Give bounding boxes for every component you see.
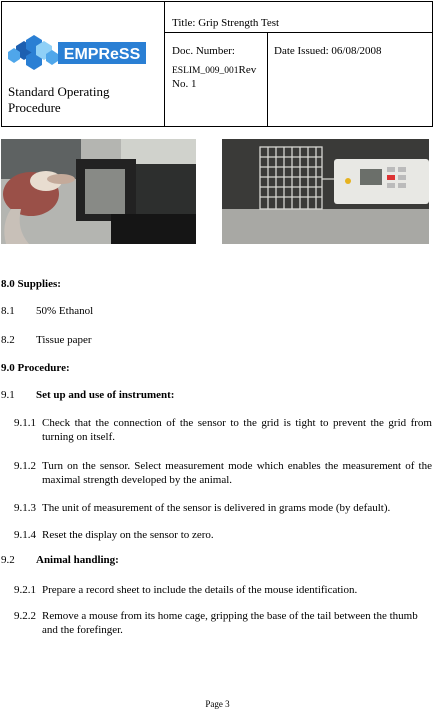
subsection-heading: Set up and use of instrument: (36, 389, 175, 401)
logo-text: EMPReSS (63, 46, 141, 63)
list-item-number: 9.1.1 (14, 417, 36, 429)
supply-item-text: Tissue paper (36, 334, 92, 346)
list-item (14, 416, 432, 444)
subsection-number: 9.1 (1, 389, 15, 401)
list-item (14, 583, 432, 597)
supply-item-number: 8.1 (1, 305, 15, 317)
doc-number-label: Doc. Number: (172, 45, 235, 57)
doc-number-value: ESLIM_009_001 (172, 66, 239, 76)
doc-number-no: No. 1 (172, 78, 197, 90)
date-cell (268, 33, 432, 126)
grip-strength-meter-photo (222, 139, 429, 244)
mouse-handling-photo (1, 139, 196, 244)
list-item-text: Prepare a record sheet to include the details of the mouse identification. (42, 584, 358, 596)
document-header (1, 1, 433, 127)
list-item-number: 9.1.3 (14, 502, 36, 514)
document-title: Title: Grip Strength Test (172, 17, 280, 29)
list-item-text: Turn on the sensor. Select measurement mode which enables the measurement of the maximal strength developed by the animal. (42, 460, 432, 486)
subsection-number: 9.2 (1, 554, 15, 566)
logo-hexagon-cluster-icon (8, 35, 58, 70)
list-item-text: The unit of measurement of the sensor is delivered in grams mode (by default). (42, 502, 391, 514)
list-item (14, 609, 432, 637)
list-item (14, 528, 432, 542)
supplies-heading: 8.0 Supplies: (1, 278, 61, 290)
list-item-number: 9.2.1 (14, 584, 36, 596)
list-item-number: 9.1.2 (14, 460, 36, 472)
doc-number-rev: Rev (238, 64, 257, 76)
header-logo-cell (2, 2, 165, 126)
list-item (14, 459, 432, 487)
date-issued: Date Issued: 06/08/2008 (274, 45, 382, 57)
supply-item-number: 8.2 (1, 334, 15, 346)
supply-item-text: 50% Ethanol (36, 305, 94, 317)
list-item-text: Check that the connection of the sensor to the grid is tight to prevent the grid from turning on itself. (42, 417, 432, 443)
list-item-number: 9.2.2 (14, 610, 36, 622)
subsection-heading: Animal handling: (36, 554, 119, 566)
list-item-number: 9.1.4 (14, 529, 36, 541)
procedure-label: Standard Operating Procedure (8, 84, 110, 115)
doc-number-cell (165, 33, 268, 126)
page-number: Page 3 (205, 699, 230, 709)
empress-logo (8, 32, 148, 74)
list-item-text: Remove a mouse from its home cage, gripping the base of the tail between the thumb and the forefinger. (42, 610, 418, 636)
list-item-text: Reset the display on the sensor to zero. (42, 529, 214, 541)
list-item (14, 501, 432, 515)
procedure-heading: 9.0 Procedure: (1, 362, 70, 374)
title-cell (165, 2, 432, 33)
